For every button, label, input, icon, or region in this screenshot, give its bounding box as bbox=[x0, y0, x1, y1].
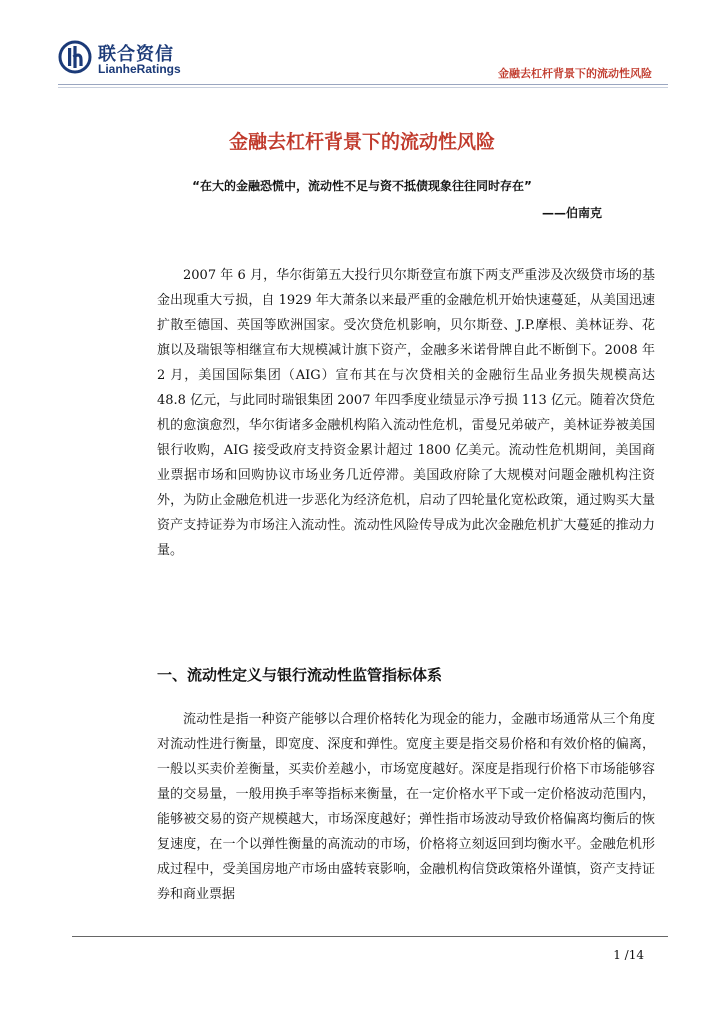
body-paragraph: 2007 年 6 月，华尔街第五大投行贝尔斯登宣布旗下两支严重涉及次级贷市场的基金出现重大亏损，自 1929 年大萧条以来最严重的金融危机开始快速蔓延，从美国迅速扩散至德国、英国等欧洲国家。受次贷危机影响，贝尔斯登、J.P.摩根、美林证券、花旗以及瑞银等相继宣布大规模减计旗下资产，金融多米诺骨牌自此不断倒下。2008 年 2 月，美国国际集团（AIG）宣布其在与次贷相关的金融衍生品业务损失规模高达 48.8 亿元，与此同时瑞银集团 2007 年四季度业绩显示净亏损 113 亿元。随着次贷危机的愈演愈烈，华尔街诸多金融机构陷入流动性危机，雷曼兄弟破产，美林证券被美国银行收购，AIG 接受政府支持资金累计超过 1800 亿美元。流动性危机期间，美国商业票据市场和回购协议市场业务几近停滞。美国政府除了大规模对问题金融机构注资外，为防止金融危机进一步恶化为经济危机，启动了四轮量化宽松政策，通过购买大量资产支持证券为市场注入流动性。流动性风险传导成为此次金融危机扩大蔓延的推动力量。 bbox=[157, 268, 655, 558]
lianhe-logo-icon bbox=[58, 40, 92, 74]
company-logo bbox=[58, 38, 188, 80]
logo-english-text: LianheRatings bbox=[98, 62, 181, 76]
section-heading: 一、流动性定义与银行流动性监管指标体系 bbox=[157, 666, 443, 684]
page-number: 1 /14 bbox=[613, 948, 644, 962]
running-header-title: 金融去杠杆背景下的流动性风险 bbox=[498, 67, 652, 80]
document-title: 金融去杠杆背景下的流动性风险 bbox=[228, 131, 495, 153]
epigraph-attribution: ——伯南克 bbox=[541, 206, 602, 220]
header-divider bbox=[58, 84, 668, 85]
header-divider-secondary bbox=[58, 87, 668, 88]
logo-chinese-text: 联合资信 bbox=[98, 44, 174, 65]
footer-divider bbox=[72, 936, 668, 937]
body-paragraph: 流动性是指一种资产能够以合理价格转化为现金的能力，金融市场通常从三个角度对流动性进行衡量，即宽度、深度和弹性。宽度主要是指交易价格和有效价格的偏离，一般以买卖价差衡量，买卖价差越小，市场宽度越好。深度是指现行价格下市场能够容量的交易量，一般用换手率等指标来衡量，在一定价格水平下或一定价格波动范围内，能够被交易的资产规模越大，市场深度越好；弹性指市场波动导致价格偏离均衡后的恢复速度，在一个以弹性衡量的高流动的市场，价格将立刻返回到均衡水平。金融危机形成过程中，受美国房地产市场由盛转衰影响，金融机构信贷政策格外谨慎，资产支持证券和商业票据 bbox=[157, 712, 655, 902]
page-header bbox=[0, 0, 724, 90]
epigraph-quote: “在大的金融恐慌中，流动性不足与资不抵债现象往往同时存在” bbox=[192, 179, 532, 193]
